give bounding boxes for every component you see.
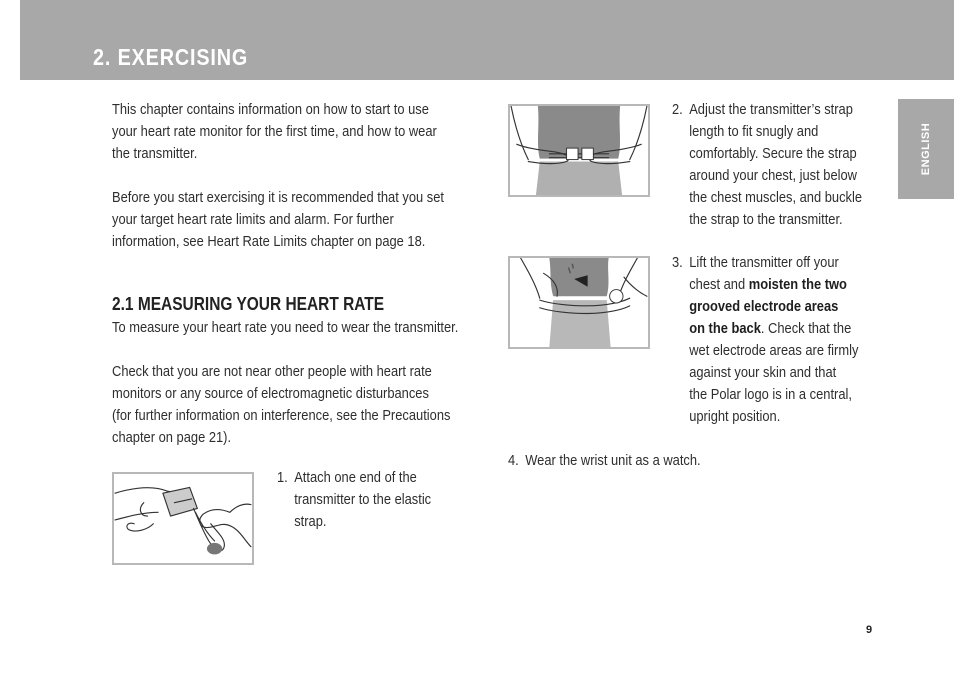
language-side-tab xyxy=(898,99,954,199)
chapter-title: 2. EXERCISING xyxy=(93,44,249,70)
text-line: the Polar logo is in a central, xyxy=(689,386,852,403)
text-line xyxy=(689,296,858,318)
text-line: wet electrode areas are firmly xyxy=(689,342,859,359)
intro-paragraph-1 xyxy=(112,99,437,165)
text-line: (for further information on interference, see the Precautions xyxy=(112,407,451,424)
text-line: To measure your heart rate you need to wear the transmitter. xyxy=(112,319,459,336)
text-line: Wear the wrist unit as a watch. xyxy=(525,452,701,469)
text-line: length to fit snugly and xyxy=(689,123,819,140)
section-paragraph-2 xyxy=(112,361,450,449)
text-line: monitors or any source of electromagnetic disturbances xyxy=(112,385,429,402)
text-line: strap. xyxy=(294,513,327,530)
text-line: Attach one end of the xyxy=(294,469,417,486)
section-paragraph-1 xyxy=(112,317,458,339)
text-bold: grooved electrode areas xyxy=(689,298,839,315)
text-line: against your skin and that xyxy=(689,364,837,381)
page-number: 9 xyxy=(866,624,873,636)
text-line: your target heart rate limits and alarm. For further xyxy=(112,211,394,228)
step-number: 4. xyxy=(508,452,519,469)
text-plain: chest and xyxy=(689,276,749,293)
illustration-moisten-electrodes xyxy=(508,256,650,349)
moisten-electrode-drawing xyxy=(510,258,648,347)
step-number: 2. xyxy=(672,101,683,118)
text-line: the strap to the transmitter. xyxy=(689,211,843,228)
text-line: your heart rate monitor for the first time, and how to wear xyxy=(112,123,437,140)
text-line: Before you start exercising it is recommended that you set xyxy=(112,189,444,206)
hands-attaching-strap-drawing xyxy=(114,474,252,563)
step-number: 3. xyxy=(672,254,683,271)
text-line: the transmitter. xyxy=(112,145,198,162)
text-bold: on the back xyxy=(689,320,761,337)
watch-icon xyxy=(610,290,623,303)
chest-strap-buckle-drawing xyxy=(510,106,648,195)
text-bold: moisten the two xyxy=(748,276,847,293)
text-line: information, see Heart Rate Limits chapter on page 18. xyxy=(112,233,426,250)
intro-paragraph-2 xyxy=(112,187,444,253)
text-line: chapter on page 21). xyxy=(112,429,232,446)
text-line xyxy=(689,318,858,340)
text-line: Adjust the transmitter’s strap xyxy=(689,101,853,118)
text-line xyxy=(689,274,858,296)
text-line: around your chest, just below xyxy=(689,167,858,184)
strap-end-shape xyxy=(207,543,222,554)
illustration-attach-strap xyxy=(112,472,254,565)
text-line: transmitter to the elastic xyxy=(294,491,432,508)
language-tab-label: ENGLISH xyxy=(920,122,932,176)
text-line: This chapter contains information on how to start to use xyxy=(112,101,429,118)
text-line: Check that you are not near other people with heart rate xyxy=(112,363,432,380)
step-number: 1. xyxy=(277,469,288,486)
text-line: Lift the transmitter off your xyxy=(689,254,839,271)
text-plain: . Check that the xyxy=(760,320,852,337)
illustration-strap-chest xyxy=(508,104,650,197)
text-line: comfortably. Secure the strap xyxy=(689,145,857,162)
text-line: the chest muscles, and buckle xyxy=(689,189,863,206)
text-line: upright position. xyxy=(689,408,781,425)
section-heading: 2.1 MEASURING YOUR HEART RATE xyxy=(112,294,385,314)
